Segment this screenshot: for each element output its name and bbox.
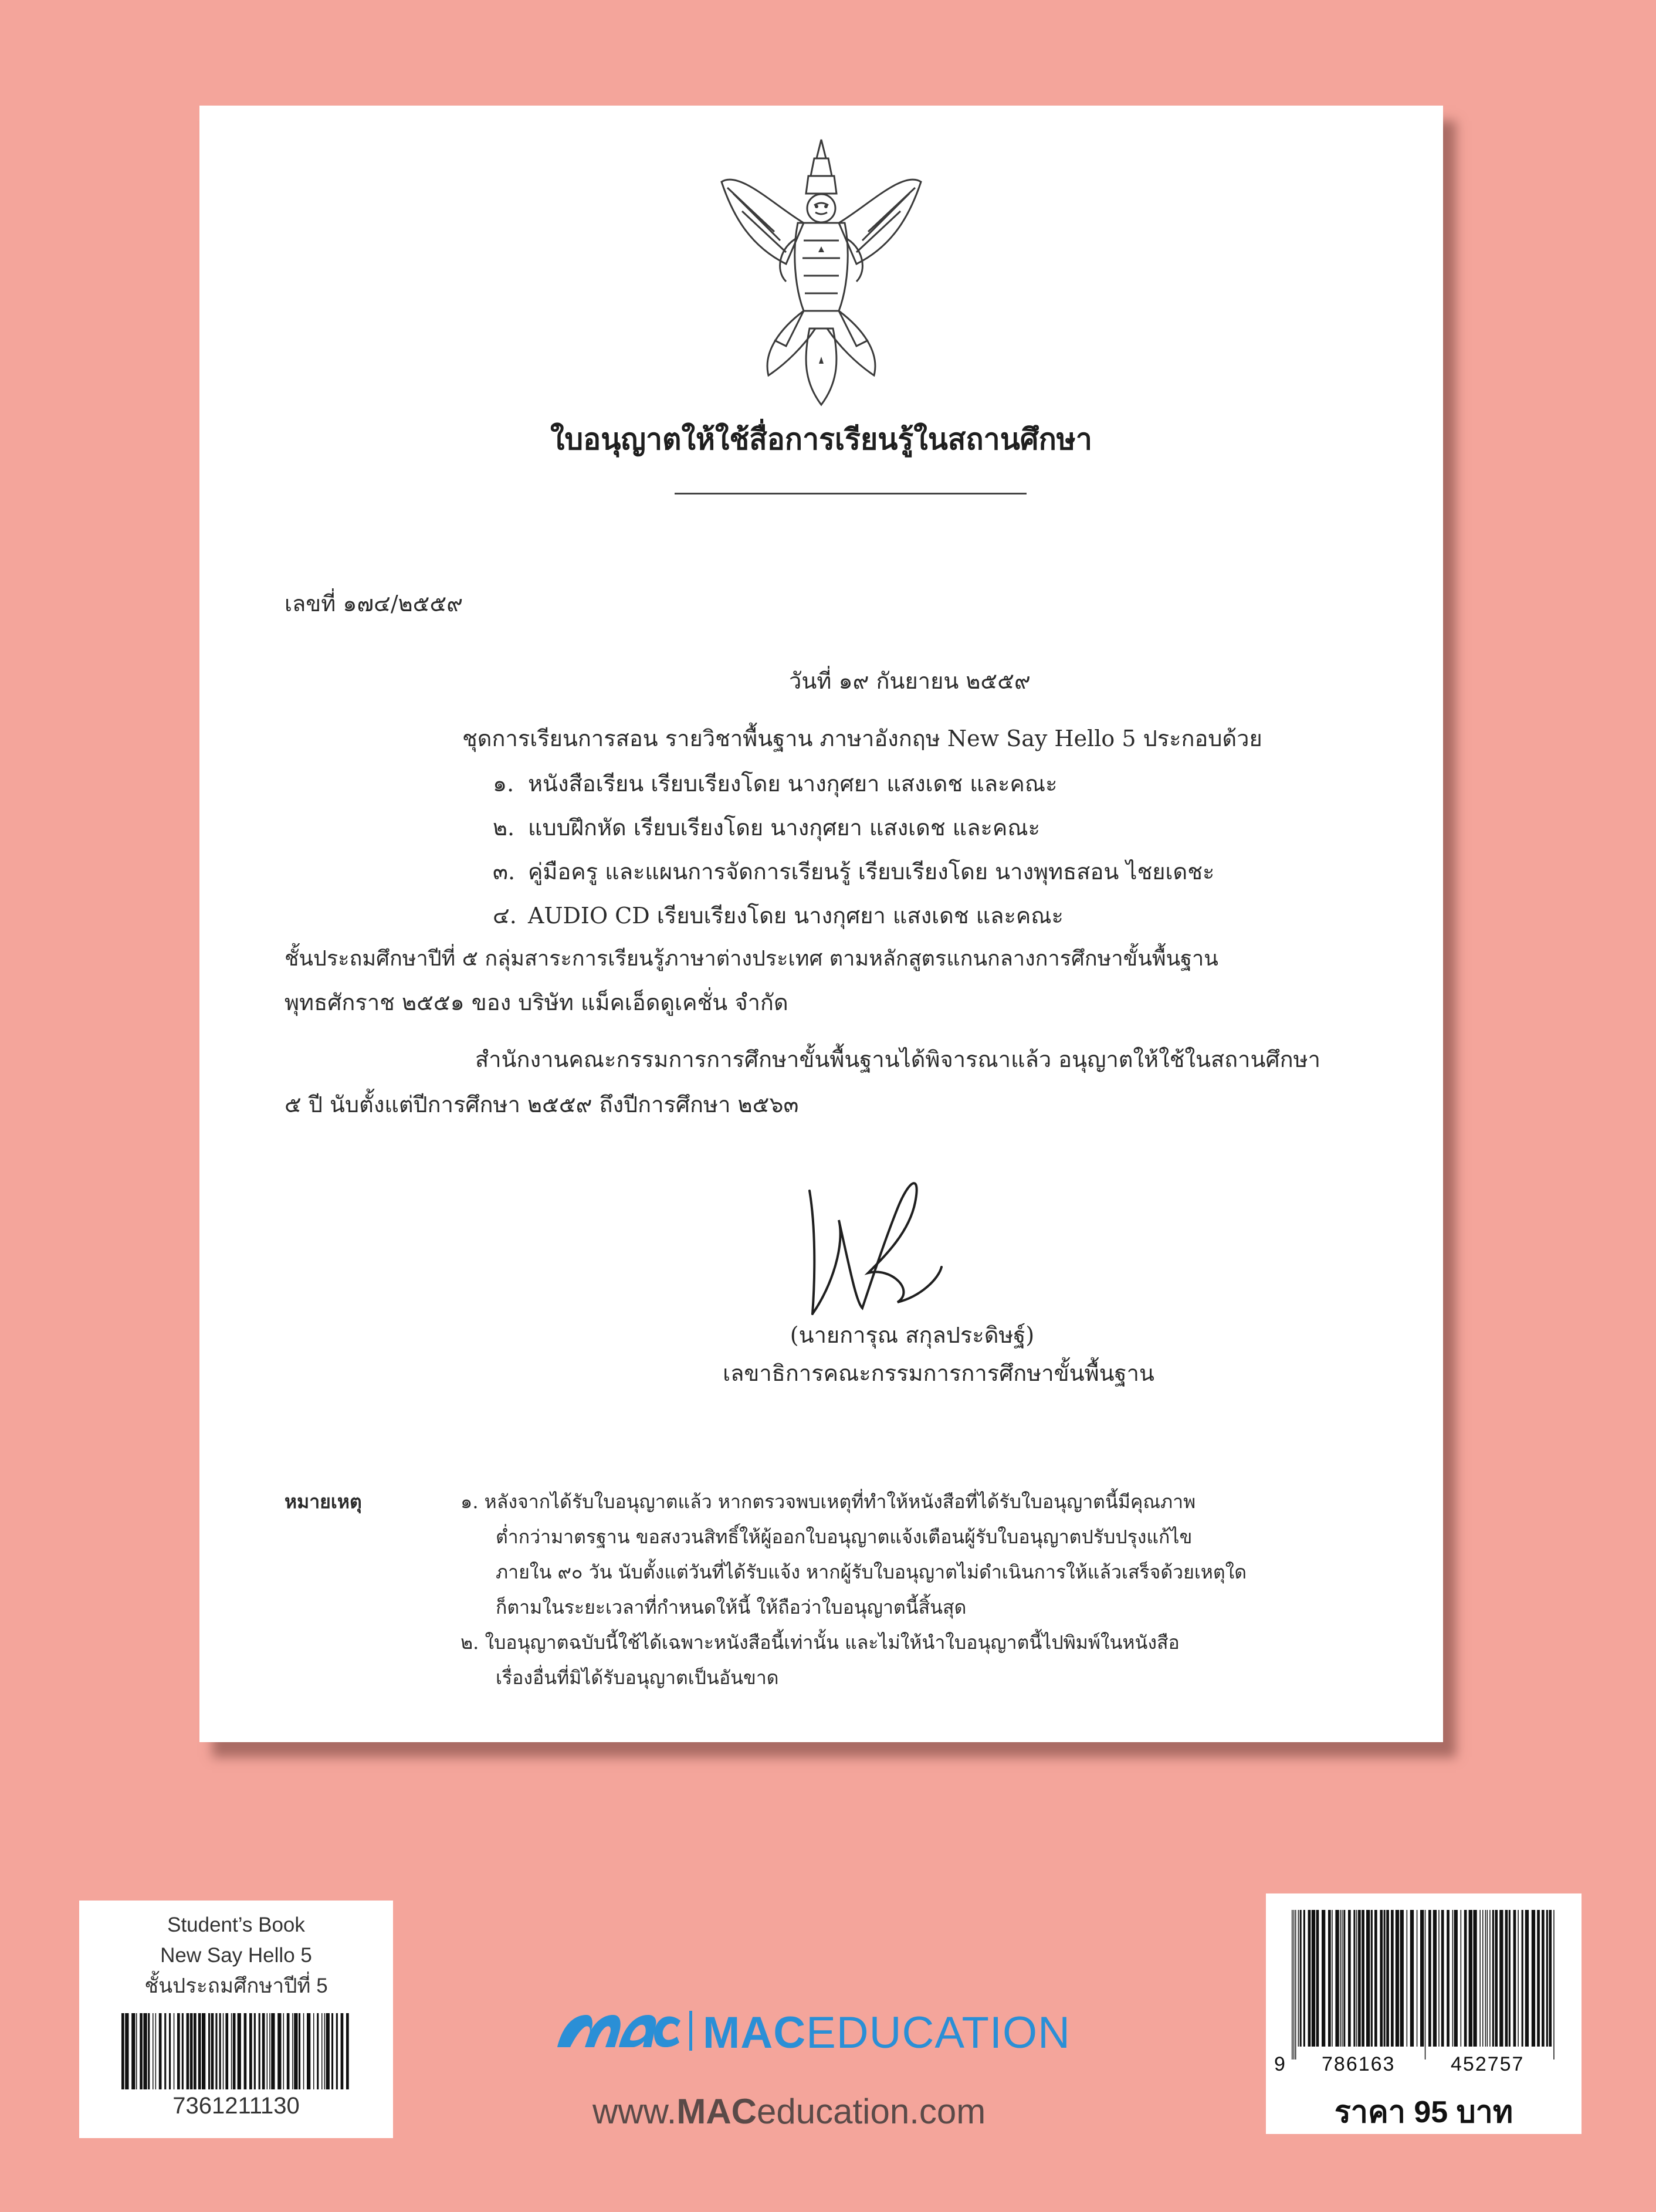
barcode-bar <box>1353 1910 1355 2047</box>
item-text: หนังสือเรียน เรียบเรียงโดย นางกุศยา แสงเดช และคณะ <box>528 771 1058 797</box>
barcode-bar <box>1316 1910 1319 2047</box>
barcode-bar <box>1384 1910 1386 2047</box>
item-number: ๒. <box>493 815 515 841</box>
note-line: ก็ตามในระยะเวลาที่กำหนดให้นี้ ให้ถือว่าใบอนุญาตนี้สิ้นสุด <box>496 1596 967 1618</box>
barcode-bar <box>1509 1910 1511 2047</box>
barcode-bar <box>277 2013 281 2089</box>
barcode-bar <box>153 2013 154 2089</box>
barcode-bar <box>155 2013 157 2089</box>
note-line: ภายใน ๙๐ วัน นับตั้งแต่วันที่ได้รับแจ้ง หากผู้รับใบอนุญาตไม่ดำเนินการให้แล้วเสร็จด้วยเหตุใด <box>496 1561 1247 1583</box>
license-number: เลขที่ ๑๗๔/๒๕๕๙ <box>285 591 463 616</box>
barcode-bar <box>1380 1910 1383 2047</box>
barcode-bar <box>303 2013 304 2089</box>
barcode-bar <box>262 2013 265 2089</box>
barcode-bar <box>177 2013 180 2089</box>
note-line: ต่ำกว่ามาตรฐาน ขอสงวนสิทธิ์ให้ผู้ออกใบอนุญาตแจ้งเตือนผู้รับใบอนุญาตปรับปรุงแก้ไข <box>496 1526 1193 1548</box>
barcode-bar <box>125 2013 128 2089</box>
barcode-bar <box>1312 1910 1315 2047</box>
barcode-bar <box>1356 1910 1357 2047</box>
barcode-bar <box>1505 1910 1508 2047</box>
license-certificate <box>199 106 1443 1742</box>
barcode-bar <box>1499 1910 1503 2047</box>
issue-date: วันที่ ๑๙ กันยายน ๒๕๕๙ <box>789 668 1031 694</box>
barcode-bar <box>225 2013 228 2089</box>
barcode-bar <box>1386 1910 1389 2047</box>
barcode-bar <box>1461 1910 1462 2047</box>
publisher-logo <box>557 1994 1144 2065</box>
list-item <box>493 853 1214 889</box>
ean-barcode-icon <box>1291 1910 1557 2059</box>
barcode-bar <box>1343 1910 1345 2047</box>
barcode-bar <box>1366 1910 1370 2047</box>
barcode-bar <box>1358 1910 1361 2047</box>
barcode-bar <box>1489 1910 1491 2047</box>
list-item <box>493 897 1064 933</box>
ean-left-group: 786163 <box>1322 2053 1396 2075</box>
signatory-name: (นายการุณ สกุลประดิษฐ์) <box>790 1322 1035 1348</box>
barcode-bar <box>307 2013 310 2089</box>
barcode-bar <box>336 2013 338 2089</box>
barcode-bar <box>1485 1910 1486 2047</box>
product-line-1: Student’s Book <box>167 1913 305 1936</box>
product-barcode-icon <box>120 2013 349 2089</box>
item-number: ๔. <box>493 903 517 929</box>
barcode-bar <box>1417 1910 1418 2047</box>
barcode-bar <box>182 2013 184 2089</box>
barcode-bar <box>1553 1910 1555 2059</box>
barcode-bar <box>231 2013 232 2089</box>
note-line: เรื่องอื่นที่มิได้รับอนุญาตเป็นอันขาด <box>496 1666 779 1689</box>
product-line-3: ชั้นประถมศึกษาปีที่ 5 <box>144 1974 328 1997</box>
barcode-bar <box>1335 1910 1339 2047</box>
approval-line-2: ๕ ปี นับตั้งแต่ปีการศึกษา ๒๕๕๙ ถึงปีการศึกษา ๒๕๖๓ <box>285 1092 799 1117</box>
certificate-title: ใบอนุญาตให้ใช้สื่อการเรียนรู้ในสถานศึกษา <box>550 422 1092 456</box>
item-text: คู่มือครู และแผนการจัดการเรียนรู้ เรียบเรียงโดย นางพุทธสอน ไชยเดชะ <box>528 859 1215 885</box>
barcode-bar <box>1428 1910 1431 2047</box>
barcode-bar <box>238 2013 241 2089</box>
barcode-bar <box>1492 1910 1494 2047</box>
title-underline <box>675 493 1027 494</box>
barcode-bar <box>1391 1910 1394 2047</box>
barcode-bar <box>331 2013 333 2089</box>
publisher-website <box>592 2091 986 2132</box>
ean-right-group: 452757 <box>1451 2053 1525 2075</box>
barcode-bar <box>287 2013 290 2089</box>
barcode-bar <box>233 2013 236 2089</box>
barcode-bar <box>259 2013 260 2089</box>
logo-bold-text: MAC <box>703 2008 807 2058</box>
barcode-bar <box>283 2013 285 2089</box>
item-number: ๑. <box>493 771 514 797</box>
barcode-bar <box>1342 1910 1343 2047</box>
level-line-1: ชั้นประถมศึกษาปีที่ ๕ กลุ่มสาระการเรียนรู้ภาษาต่างประเทศ ตามหลักสูตรแกนกลางการศึกษาขั้นพื้นฐาน <box>285 947 1218 971</box>
barcode-bar <box>140 2013 143 2089</box>
barcode-bar <box>1298 1910 1299 2047</box>
website-prefix: www. <box>592 2092 677 2131</box>
barcode-bar <box>313 2013 314 2089</box>
barcode-bar <box>244 2013 247 2089</box>
barcode-bar <box>271 2013 275 2089</box>
barcode-bar <box>223 2013 224 2089</box>
barcode-bar <box>1332 1910 1333 2047</box>
website-bold: MAC <box>676 2092 757 2131</box>
barcode-bar <box>1525 1910 1529 2047</box>
barcode-bar <box>1400 1910 1404 2047</box>
product-line-2: New Say Hello 5 <box>160 1944 312 1967</box>
level-line-2: พุทธศักราช ๒๕๕๑ ของ บริษัท แม็คเอ็ดดูเคชั่น จำกัด <box>285 990 788 1015</box>
barcode-bar <box>1410 1910 1414 2047</box>
barcode-bar <box>1374 1910 1377 2047</box>
barcode-bar <box>208 2013 210 2089</box>
barcode-bar <box>1292 1910 1293 2059</box>
barcode-bar <box>1549 1910 1552 2047</box>
barcode-bar <box>174 2013 175 2089</box>
barcode-bar <box>219 2013 221 2089</box>
barcode-bar <box>1340 1910 1341 2047</box>
signature-icon <box>798 1156 950 1320</box>
logo-separator <box>689 2011 692 2051</box>
barcode-bar <box>143 2013 147 2089</box>
barcode-bar <box>1452 1910 1454 2047</box>
barcode-bar <box>1362 1910 1364 2047</box>
barcode-bar <box>1328 1910 1331 2047</box>
barcode-bar <box>341 2013 344 2089</box>
barcode-bar <box>1438 1910 1440 2047</box>
intro-line: ชุดการเรียนการสอน รายวิชาพื้นฐาน ภาษาอังกฤษ New Say Hello 5 ประกอบด้วย <box>462 726 1262 751</box>
barcode-bar <box>1454 1910 1458 2047</box>
note-line: ๑. หลังจากได้รับใบอนุญาตแล้ว หากตรวจพบเหตุที่ทำให้หนังสือที่ได้รับใบอนุญาตนี้มีคุณภาพ <box>460 1491 1196 1513</box>
barcode-bar <box>202 2013 205 2089</box>
approval-line-1: สำนักงานคณะกรรมการการศึกษาขั้นพื้นฐานได้พิจารณาแล้ว อนุญาตให้ใช้ในสถานศึกษา <box>475 1046 1320 1072</box>
item-number: ๓. <box>493 859 516 885</box>
barcode-bar <box>1495 1910 1498 2047</box>
barcode-bar <box>1464 1910 1467 2047</box>
barcode-bar <box>1479 1910 1481 2047</box>
barcode-bar <box>1546 1910 1548 2047</box>
barcode-bar <box>1295 1910 1296 2059</box>
barcode-bar <box>294 2013 297 2089</box>
barcode-bar <box>1513 1910 1516 2047</box>
barcode-bar <box>1322 1910 1325 2047</box>
barcode-bar <box>267 2013 268 2089</box>
barcode-bar <box>164 2013 166 2089</box>
barcode-bar <box>1447 1910 1450 2047</box>
barcode-bar <box>1542 1910 1545 2047</box>
barcode-bar <box>346 2013 349 2089</box>
barcode-bar <box>215 2013 217 2089</box>
barcode-bar <box>1473 1910 1476 2047</box>
barcode-bar <box>249 2013 252 2089</box>
barcode-bar <box>1482 1910 1484 2047</box>
barcode-bar <box>159 2013 162 2089</box>
list-item <box>493 765 1057 801</box>
ean-first-digit: 9 <box>1274 2053 1286 2075</box>
barcode-bar <box>1441 1910 1444 2047</box>
barcode-bar <box>190 2013 193 2089</box>
barcode-bar <box>1303 1910 1305 2047</box>
barcode-bar <box>299 2013 300 2089</box>
barcode-bar <box>269 2013 270 2089</box>
barcode-bar <box>1469 1910 1472 2047</box>
signatory-title: เลขาธิการคณะกรรมการการศึกษาขั้นพื้นฐาน <box>723 1360 1154 1386</box>
barcode-bar <box>1487 1910 1488 2047</box>
mac-logo-mark-icon <box>557 2012 680 2047</box>
barcode-bar <box>1308 1910 1311 2047</box>
logo-light-text: EDUCATION <box>806 2008 1071 2058</box>
product-label <box>79 1901 393 2138</box>
barcode-bar <box>1420 1910 1424 2047</box>
barcode-bar <box>1425 1910 1426 2059</box>
item-text: AUDIO CD เรียบเรียงโดย นางกุศยา แสงเดช และคณะ <box>528 903 1064 929</box>
notes-label: หมายเหตุ <box>285 1491 362 1513</box>
barcode-bar <box>1371 1910 1373 2047</box>
barcode-bar <box>317 2013 319 2089</box>
barcode-bar <box>1518 1910 1519 2047</box>
list-item <box>493 809 1040 845</box>
barcode-bar <box>211 2013 214 2089</box>
note-line: ๒. ใบอนุญาตฉบับนี้ใช้ได้เฉพาะหนังสือนี้เท่านั้น และไม่ให้นำใบอนุญาตนี้ไปพิมพ์ในหนังสือ <box>460 1631 1180 1654</box>
barcode-bar <box>198 2013 201 2089</box>
barcode-bar <box>321 2013 323 2089</box>
barcode-bar <box>254 2013 256 2089</box>
barcode-bar <box>324 2013 326 2089</box>
barcode-bar <box>1532 1910 1535 2047</box>
item-text: แบบฝึกหัด เรียบเรียงโดย นางกุศยา แสงเดช และคณะ <box>528 815 1040 841</box>
garuda-emblem-icon <box>716 135 927 411</box>
barcode-bar <box>148 2013 150 2089</box>
barcode-bar <box>1348 1910 1351 2047</box>
barcode-bar <box>326 2013 330 2089</box>
price: ราคา 95 บาท <box>1334 2095 1513 2129</box>
barcode-bar <box>292 2013 293 2089</box>
barcode-bar <box>187 2013 189 2089</box>
barcode-bar <box>1522 1910 1523 2047</box>
product-code: 7361211130 <box>172 2093 300 2119</box>
barcode-bar <box>169 2013 171 2089</box>
barcode-bar <box>1293 1910 1295 2059</box>
logo-wordmark <box>703 2007 1071 2058</box>
barcode-bar <box>121 2013 124 2089</box>
barcode-bar <box>1433 1910 1437 2047</box>
barcode-bar <box>194 2013 197 2089</box>
barcode-bar <box>1537 1910 1540 2047</box>
price-label <box>1266 1893 1582 2134</box>
barcode-bar <box>1407 1910 1408 2047</box>
barcode-bar <box>131 2013 135 2089</box>
barcode-bar <box>136 2013 137 2089</box>
website-suffix: education.com <box>757 2092 986 2131</box>
barcode-bar <box>1396 1910 1399 2047</box>
barcode-bar <box>1300 1910 1302 2047</box>
